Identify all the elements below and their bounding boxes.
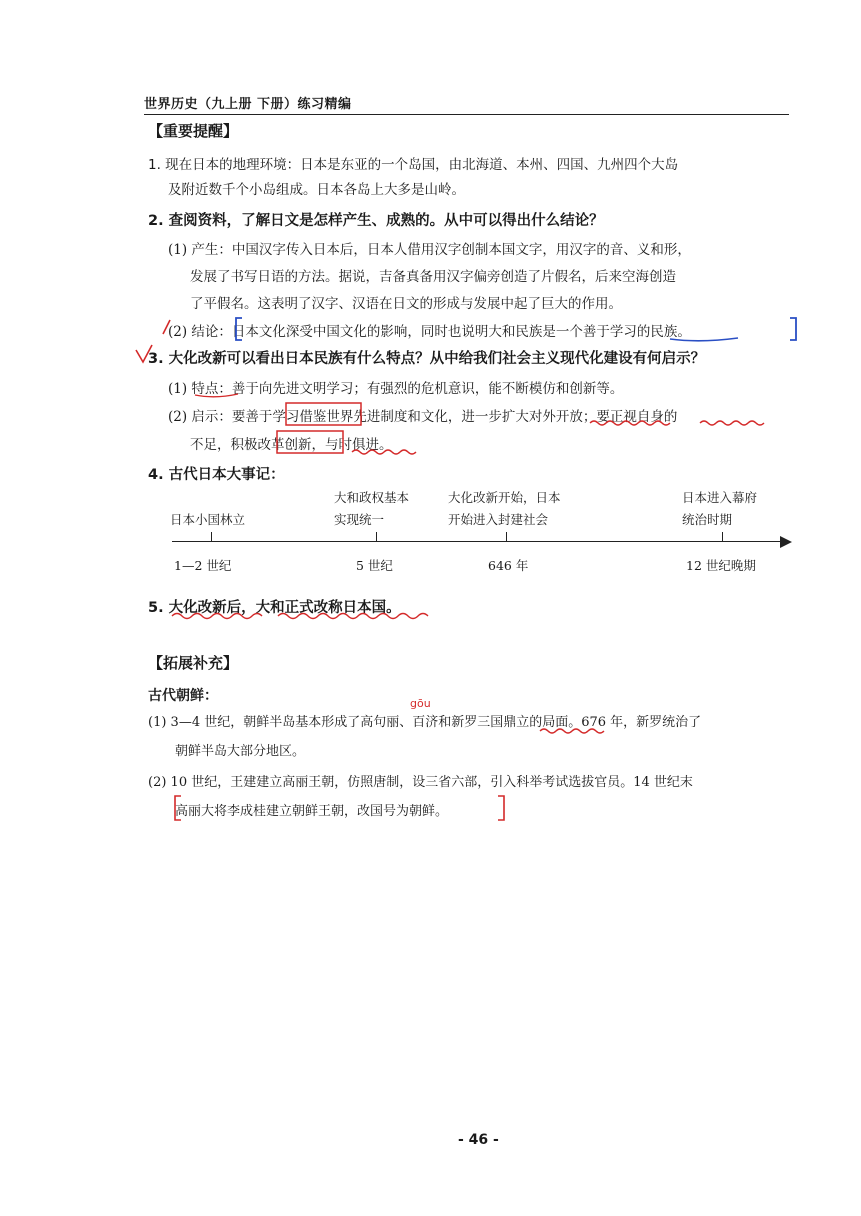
timeline-time-2: 5 世纪 <box>356 558 393 573</box>
red-underline <box>195 394 238 397</box>
korea-title: 古代朝鲜： <box>148 688 218 704</box>
timeline-time-1: 1—2 世纪 <box>174 558 232 573</box>
page-header: 世界历史（九上册 下册）练习精编 <box>144 97 352 112</box>
timeline-time-3: 646 年 <box>488 558 529 573</box>
timeline-event-2-line2: 实现统一 <box>334 512 385 527</box>
q2-p1-line2: 发展了书写日语的方法。据说，吉备真备用汉字偏旁创造了片假名，后来空海创造 <box>190 269 676 285</box>
korea-p2-line2: 高丽大将李成桂建立朝鲜王朝，改国号为朝鲜。 <box>175 804 449 819</box>
page-number: - 46 - <box>458 1132 499 1148</box>
timeline-event-3-line2: 开始进入封建社会 <box>448 512 549 527</box>
red-box <box>277 431 343 453</box>
timeline-event-1: 日本小国林立 <box>170 512 246 527</box>
red-wavy-underline <box>278 614 428 619</box>
q2-p1-line1: (1) 产生：中国汉字传入日本后，日本人借用汉字创制本国文字，用汉字的音、义和形， <box>168 242 691 258</box>
timeline-event-4-line2: 统治时期 <box>682 512 733 527</box>
q2-title: 2. 查阅资料，了解日文是怎样产生、成熟的。从中可以得出什么结论？ <box>148 213 604 229</box>
q2-p1-line3: 了平假名。这表明了汉字、汉语在日文的形成与发展中起了巨大的作用。 <box>190 296 622 312</box>
q3-title: 3. 大化改新可以看出日本民族有什么特点？从中给我们社会主义现代化建设有何启示？ <box>148 351 706 367</box>
q5-text: 5. 大化改新后，大和正式改称日本国。 <box>148 600 401 616</box>
red-check-mark <box>136 345 152 362</box>
q3-p2-line1: (2) 启示：要善于学习借鉴世界先进制度和文化，进一步扩大对外开放；要正视自身的 <box>168 409 678 425</box>
section-extension-title: 【拓展补充】 <box>148 654 239 672</box>
blue-bracket-left <box>236 318 242 340</box>
korea-p1-line2: 朝鲜半岛大部分地区。 <box>175 744 306 759</box>
q3-p2-line2: 不足，积极改革创新，与时俱进。 <box>190 437 393 453</box>
red-slash-mark <box>163 320 170 334</box>
timeline-event-3-line1: 大化改新开始，日本 <box>448 490 561 505</box>
timeline-event-2-line1: 大和政权基本 <box>334 490 410 505</box>
red-wavy-underline <box>352 450 416 454</box>
q3-p1: (1) 特点：善于向先进文明学习；有强烈的危机意识，能不断模仿和创新等。 <box>168 381 624 397</box>
timeline-event-4-line1: 日本进入幕府 <box>682 490 758 505</box>
section-important-title: 【重要提醒】 <box>148 122 239 140</box>
q1-line2: 及附近数千个小岛组成。日本各岛上大多是山岭。 <box>168 182 465 198</box>
red-wavy-underline <box>590 421 670 425</box>
blue-underline <box>670 338 738 341</box>
q4-title: 4. 古代日本大事记： <box>148 467 285 483</box>
red-wavy-underline <box>540 729 604 733</box>
red-box <box>286 403 361 425</box>
red-bracket-right <box>498 796 504 820</box>
timeline-time-4: 12 世纪晚期 <box>686 558 756 573</box>
pinyin-annotation: gōu <box>410 697 431 710</box>
q1-line1: 1. 现在日本的地理环境：日本是东亚的一个岛国，由北海道、本州、四国、九州四个大岛 <box>148 157 679 173</box>
q2-p2: (2) 结论：日本文化深受中国文化的影响，同时也说明大和民族是一个善于学习的民族。 <box>168 324 691 340</box>
korea-p2-line1: (2) 10 世纪，王建建立高丽王朝，仿照唐制，设三省六部，引入科举考试选拔官员。14 世纪末 <box>148 775 693 790</box>
red-wavy-underline <box>700 421 764 425</box>
red-wavy-underline <box>172 614 262 619</box>
blue-bracket-right <box>790 318 796 340</box>
korea-p1-line1: (1) 3—4 世纪，朝鲜半岛基本形成了高句丽、百济和新罗三国鼎立的局面。676 年，新罗统治了 <box>148 715 702 730</box>
red-bracket-left <box>175 796 181 820</box>
